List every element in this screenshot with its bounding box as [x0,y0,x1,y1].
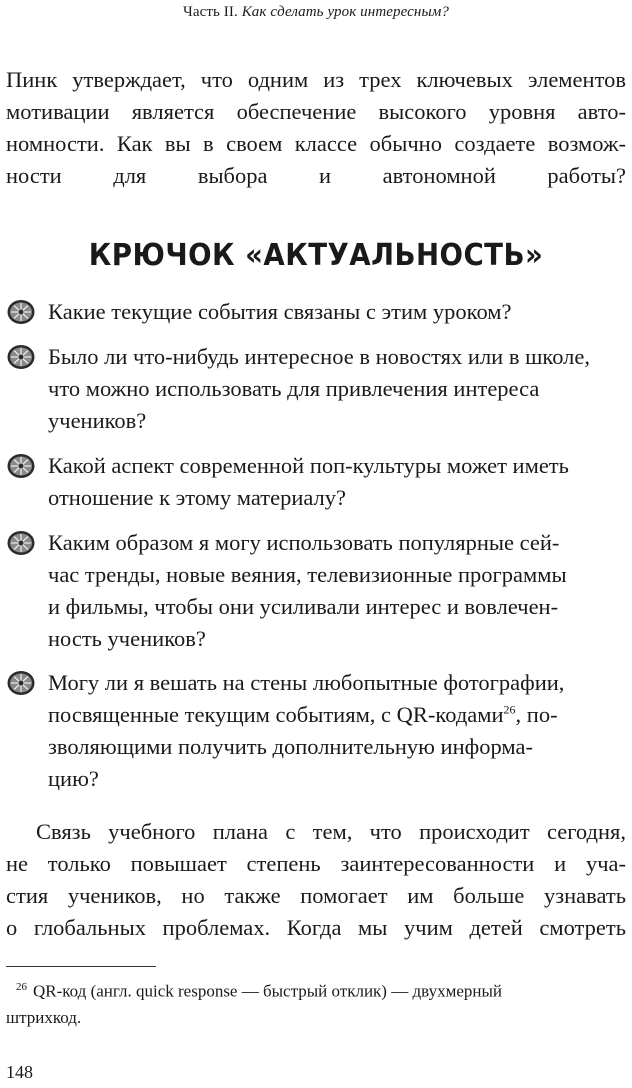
text-line: час тренды, новые веяния, телевизионные программы [48,562,567,587]
running-header-part: Часть II. [182,4,238,20]
footnote-divider [6,966,156,967]
text-line: Каким образом я могу использовать популярные сей- [48,530,560,555]
text-line: цию? [48,766,99,791]
text-fragment: , по- [515,702,558,727]
text-line: Связь учебного плана с тем, что происходит сегодня, [36,819,626,844]
text-line: Пинк утверждает, что одним из трех ключевых элементов [6,67,626,92]
footnote-line: штрихкод. [6,1007,82,1027]
footnote-reference: 26 [503,702,516,717]
footnote-number: 26 [16,981,27,993]
text-line: отношение к этому материалу? [48,485,347,510]
compass-rose-icon [6,530,36,556]
page-number: 148 [6,1062,33,1082]
text-line: о глобальных проблемах. Когда мы учим детей смотреть [6,915,626,940]
text-line: Могу ли я вешать на стены любопытные фотографии, [48,670,565,695]
compass-rose-icon [6,670,36,696]
compass-rose-icon [6,453,36,479]
text-line: номности. Как вы в своем классе обычно создаете возмож- [6,131,626,156]
text-line: ности для выбора и автономной работы? [6,163,626,188]
text-line: что можно использовать для привлечения интереса [48,376,540,401]
running-header [0,4,632,21]
text-line: мотивации является обеспечение высокого уровня авто- [6,99,626,124]
text-line: Какой аспект современной поп-культуры может иметь [48,453,569,478]
footnote-text: QR-код (англ. quick response — быстрый отклик) — двухмерный [33,981,502,1001]
text-line: Было ли что-нибудь интересное в новостях или в школе, [48,344,590,369]
text-line [48,699,632,731]
text-line: не только повышает степень заинтересованности и уча- [6,851,626,876]
text-line: зволяющими получить дополнительную информа- [48,734,533,759]
text-line: ность учеников? [48,626,206,651]
compass-rose-icon [6,299,36,325]
section-heading: КРЮЧОК «АКТУАЛЬНОСТЬ» [88,238,544,273]
text-fragment: посвященные текущим событиям, с QR-кодами [48,702,504,727]
footnote-line [6,974,626,1005]
text-line: и фильмы, чтобы они усиливали интерес и вовлечен- [48,594,559,619]
intro-paragraph [6,64,626,192]
text-line: учеников? [48,408,147,433]
text-line: стия учеников, но также помогает им больше узнавать [6,883,626,908]
running-header-title: Как сделать урок интересным? [241,4,450,20]
closing-paragraph [6,816,626,944]
footnote [6,974,626,1031]
text-line: Какие текущие события связаны с этим уроком? [48,299,512,324]
compass-rose-icon [6,344,36,370]
